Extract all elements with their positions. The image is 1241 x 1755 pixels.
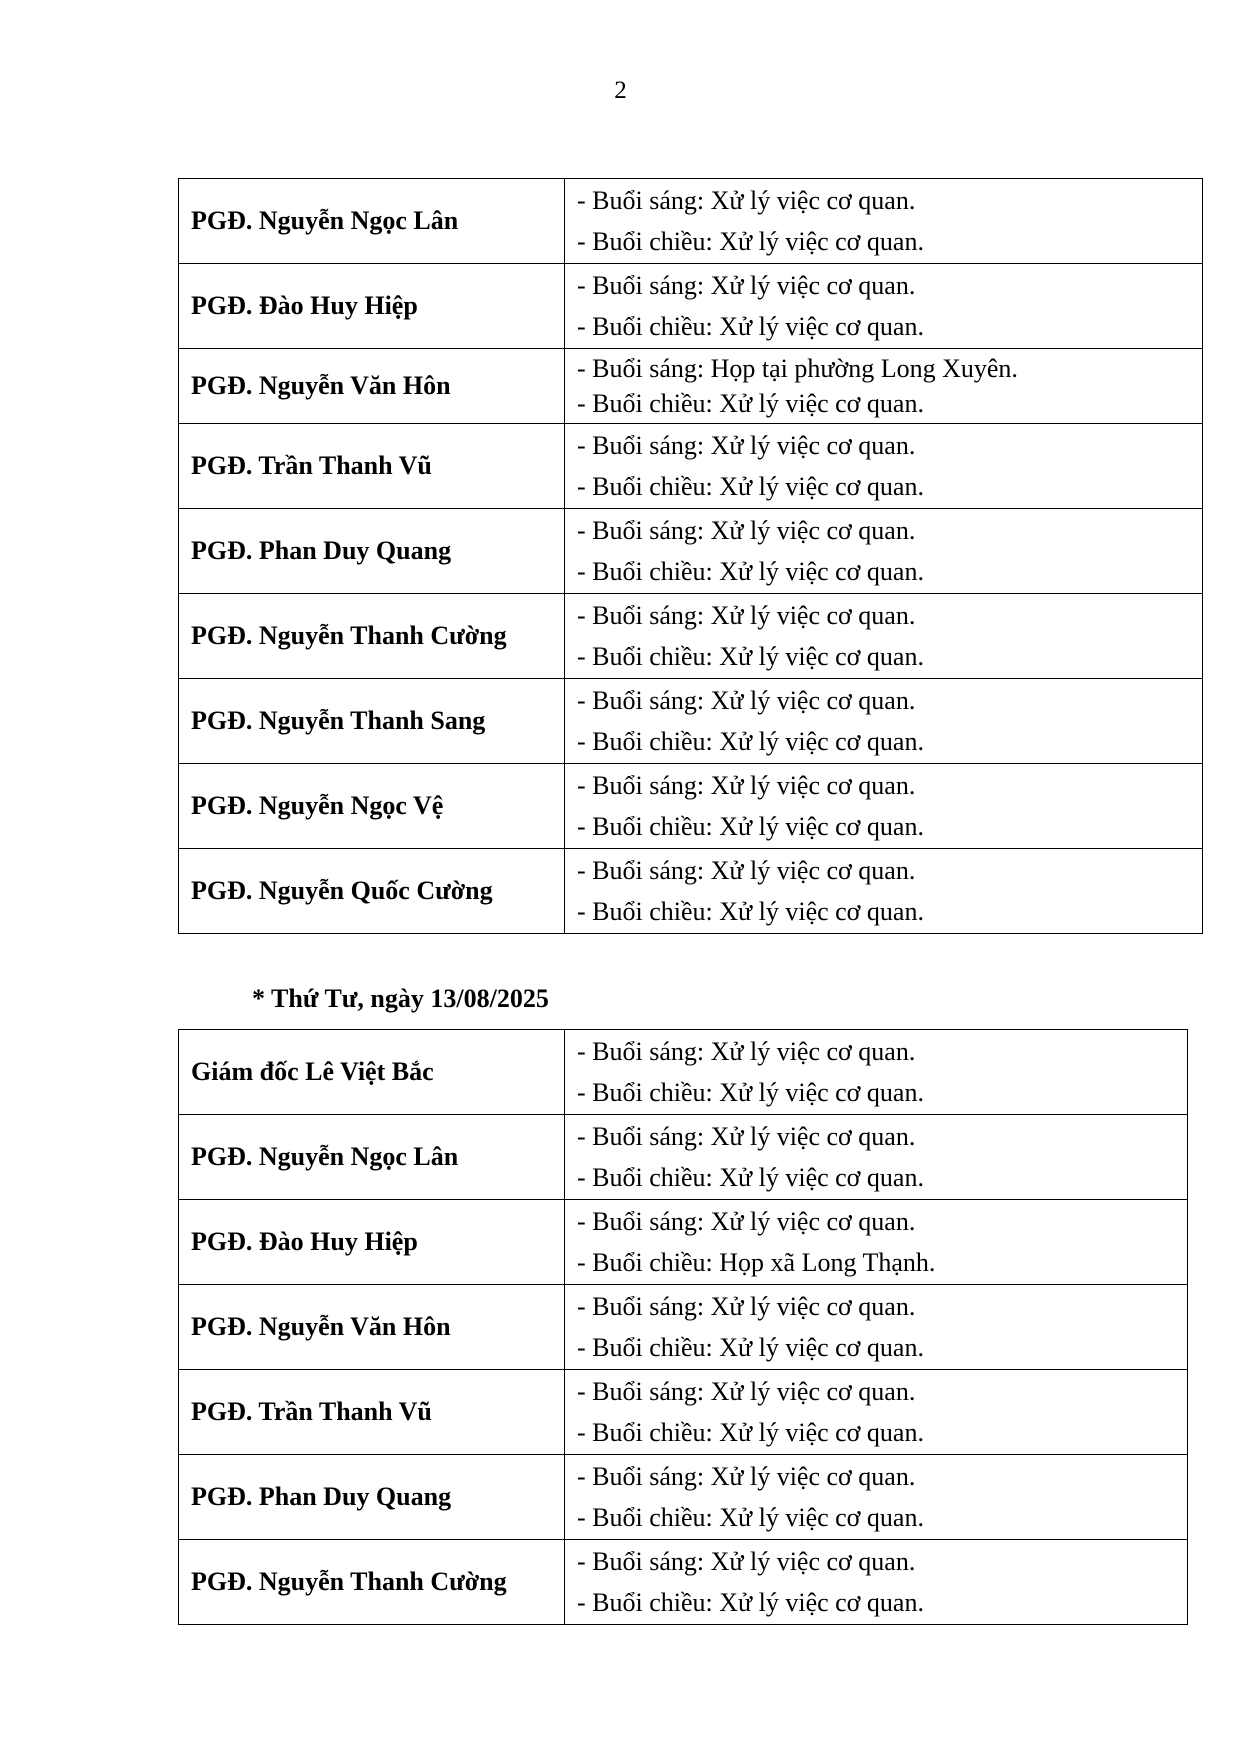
official-name: PGĐ. Nguyễn Ngọc Vệ [179,764,565,849]
official-name: PGĐ. Nguyễn Thanh Cường [179,1540,565,1625]
table-row [179,264,1203,349]
afternoon-duty: - Buổi chiều: Xử lý việc cơ quan. [577,642,924,671]
afternoon-duty: - Buổi chiều: Xử lý việc cơ quan. [577,812,924,841]
morning-duty: - Buổi sáng: Xử lý việc cơ quan. [577,1207,916,1236]
official-name: PGĐ. Trần Thanh Vũ [179,1370,565,1455]
morning-duty: - Buổi sáng: Xử lý việc cơ quan. [577,1122,916,1151]
afternoon-duty: - Buổi chiều: Xử lý việc cơ quan. [577,312,924,341]
duty-cell [565,849,1203,934]
morning-duty: - Buổi sáng: Họp tại phường Long Xuyên. [577,354,1018,383]
official-name: PGĐ. Nguyễn Ngọc Lân [179,1115,565,1200]
afternoon-duty: - Buổi chiều: Xử lý việc cơ quan. [577,1418,924,1447]
morning-duty: - Buổi sáng: Xử lý việc cơ quan. [577,1462,916,1491]
table-row [179,679,1203,764]
afternoon-duty: - Buổi chiều: Xử lý việc cơ quan. [577,1588,924,1617]
schedule-table-wednesday [178,1029,1188,1625]
afternoon-duty: - Buổi chiều: Xử lý việc cơ quan. [577,1078,924,1107]
morning-duty: - Buổi sáng: Xử lý việc cơ quan. [577,1377,916,1406]
official-name: PGĐ. Nguyễn Ngọc Lân [179,179,565,264]
official-name: PGĐ. Nguyễn Văn Hôn [179,349,565,424]
duty-cell [565,1115,1188,1200]
morning-duty: - Buổi sáng: Xử lý việc cơ quan. [577,686,916,715]
duty-cell [565,349,1203,424]
table-row [179,509,1203,594]
morning-duty: - Buổi sáng: Xử lý việc cơ quan. [577,1547,916,1576]
afternoon-duty: - Buổi chiều: Xử lý việc cơ quan. [577,727,924,756]
official-name: PGĐ. Nguyễn Thanh Sang [179,679,565,764]
afternoon-duty: - Buổi chiều: Xử lý việc cơ quan. [577,389,924,418]
official-name: PGĐ. Nguyễn Quốc Cường [179,849,565,934]
duty-cell [565,1285,1188,1370]
schedule-table-body [179,179,1203,934]
table-row [179,349,1203,424]
duty-cell [565,1030,1188,1115]
table-row [179,179,1203,264]
table-row [179,1285,1188,1370]
afternoon-duty: - Buổi chiều: Xử lý việc cơ quan. [577,1503,924,1532]
schedule-table-body [179,1030,1188,1625]
afternoon-duty: - Buổi chiều: Xử lý việc cơ quan. [577,1333,924,1362]
duty-cell [565,179,1203,264]
schedule-table-tuesday [178,178,1203,934]
official-name: PGĐ. Đào Huy Hiệp [179,264,565,349]
table-row [179,1370,1188,1455]
table-row [179,1455,1188,1540]
official-name: PGĐ. Đào Huy Hiệp [179,1200,565,1285]
official-name: PGĐ. Nguyễn Thanh Cường [179,594,565,679]
afternoon-duty: - Buổi chiều: Xử lý việc cơ quan. [577,897,924,926]
morning-duty: - Buổi sáng: Xử lý việc cơ quan. [577,601,916,630]
table-row [179,1540,1188,1625]
duty-cell [565,424,1203,509]
duty-cell [565,594,1203,679]
morning-duty: - Buổi sáng: Xử lý việc cơ quan. [577,271,916,300]
table-row [179,764,1203,849]
table-row [179,1030,1188,1115]
table-row [179,1200,1188,1285]
duty-cell [565,1455,1188,1540]
morning-duty: - Buổi sáng: Xử lý việc cơ quan. [577,516,916,545]
table-row [179,594,1203,679]
official-name: PGĐ. Trần Thanh Vũ [179,424,565,509]
morning-duty: - Buổi sáng: Xử lý việc cơ quan. [577,1292,916,1321]
morning-duty: - Buổi sáng: Xử lý việc cơ quan. [577,856,916,885]
page-number: 2 [614,77,627,104]
morning-duty: - Buổi sáng: Xử lý việc cơ quan. [577,431,916,460]
duty-cell [565,1200,1188,1285]
table-row [179,424,1203,509]
duty-cell [565,679,1203,764]
table-row [179,849,1203,934]
duty-cell [565,764,1203,849]
afternoon-duty: - Buổi chiều: Xử lý việc cơ quan. [577,227,924,256]
afternoon-duty: - Buổi chiều: Xử lý việc cơ quan. [577,472,924,501]
afternoon-duty: - Buổi chiều: Họp xã Long Thạnh. [577,1248,936,1277]
official-name: PGĐ. Nguyễn Văn Hôn [179,1285,565,1370]
official-name: PGĐ. Phan Duy Quang [179,1455,565,1540]
duty-cell [565,264,1203,349]
afternoon-duty: - Buổi chiều: Xử lý việc cơ quan. [577,1163,924,1192]
duty-cell [565,1540,1188,1625]
official-name: Giám đốc Lê Việt Bắc [179,1030,565,1115]
morning-duty: - Buổi sáng: Xử lý việc cơ quan. [577,771,916,800]
afternoon-duty: - Buổi chiều: Xử lý việc cơ quan. [577,557,924,586]
duty-cell [565,509,1203,594]
duty-cell [565,1370,1188,1455]
official-name: PGĐ. Phan Duy Quang [179,509,565,594]
morning-duty: - Buổi sáng: Xử lý việc cơ quan. [577,186,916,215]
section-heading: * Thứ Tư, ngày 13/08/2025 [252,984,549,1013]
table-row [179,1115,1188,1200]
morning-duty: - Buổi sáng: Xử lý việc cơ quan. [577,1037,916,1066]
